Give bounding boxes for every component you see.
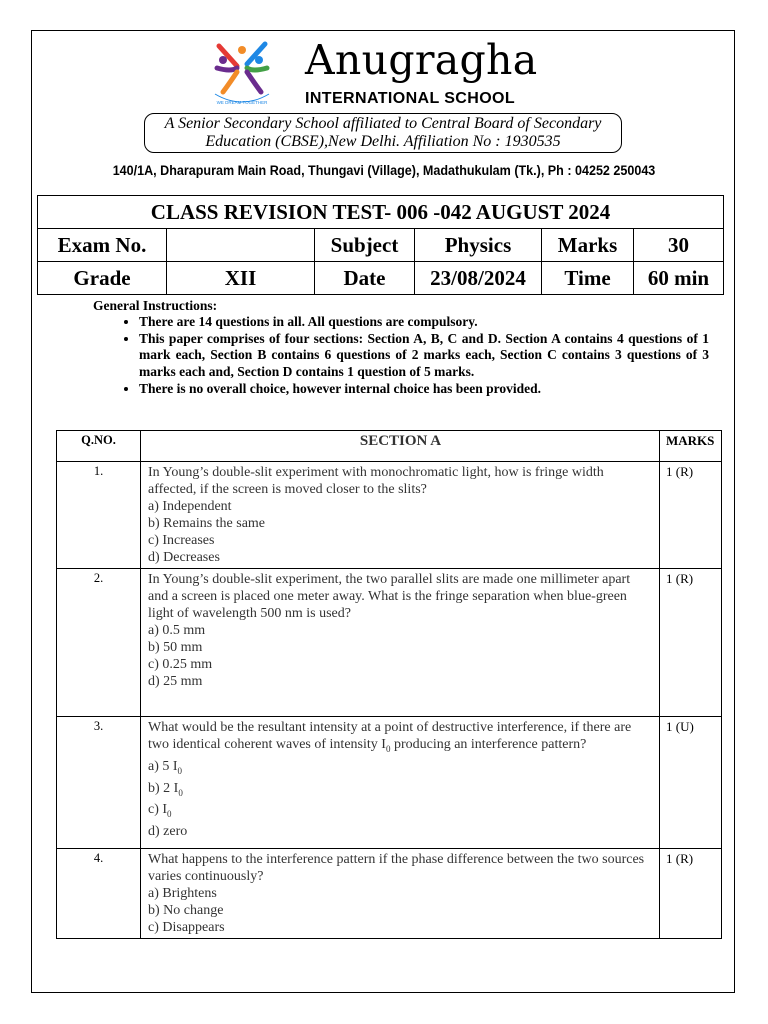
question-cell xyxy=(141,462,660,569)
instruction-item: • There is no overall choice, however internal choice has been provided. xyxy=(139,381,709,398)
question-marks: 1 (R) xyxy=(660,569,722,717)
question-number: 1. xyxy=(57,462,141,569)
school-address: 140/1A, Dharapuram Main Road, Thungavi (Village), Madathukulam (Tk.), Ph : 04252 250043 xyxy=(112,163,656,178)
option: d) zero xyxy=(148,824,188,840)
option: a) Brightens xyxy=(148,886,217,901)
question-text: In Young’s double-slit experiment with monochromatic light, how is fringe width affected, if the screen is moved closer to the slits? xyxy=(148,465,604,497)
instruction-item: • This paper comprises of four sections: Section A, B, C and D. Section A contains 4 questions of 1 mark each, Section B contains 6 questions of 2 marks each, Section C contains 3 questions of 3 marks each and, Section D contains 1 question of 5 marks. xyxy=(139,331,709,381)
date-label: Date xyxy=(315,262,415,295)
question-cell xyxy=(141,569,660,717)
marks-value: 30 xyxy=(634,229,724,262)
option: a) 5 $I_0$ xyxy=(148,758,183,776)
option: b) 2 $I_0$ xyxy=(148,780,183,798)
instruction-item: • There are 14 questions in all. All questions are compulsory. xyxy=(139,314,709,331)
marks-label: Marks xyxy=(542,229,634,262)
school-subtitle: INTERNATIONAL SCHOOL xyxy=(305,90,516,107)
question-cell xyxy=(141,849,660,939)
instructions-list xyxy=(105,314,709,398)
date-value: 23/08/2024 xyxy=(415,262,542,295)
question-number: 2. xyxy=(57,569,141,717)
question-marks: 1 (R) xyxy=(660,462,722,569)
time-value: 60 min xyxy=(634,262,724,295)
affiliation-box xyxy=(144,113,622,153)
option: b) Remains the same xyxy=(148,516,266,531)
logo-tagline: WE DREAM TOGETHER xyxy=(216,100,268,105)
option: c) Disappears xyxy=(148,920,225,935)
exam-header-table xyxy=(37,195,724,295)
question-text: What would be the resultant intensity at a point of destructive interference, if there are two identical coherent waves of intensity $I_0$ producing an interference pattern? xyxy=(148,720,632,754)
marks-header: MARKS xyxy=(660,431,722,462)
option: c) Increases xyxy=(148,533,215,548)
section-a-table xyxy=(56,430,722,939)
question-number: 3. xyxy=(57,717,141,849)
question-number: 4. xyxy=(57,849,141,939)
affiliation-text: A Senior Secondary School affiliated to Central Board of Secondary Education (CBSE),New Delhi. Affiliation No : 1930535 xyxy=(164,115,602,150)
exam-no-value xyxy=(167,229,315,262)
grade-label: Grade xyxy=(38,262,167,295)
school-logo xyxy=(207,38,277,108)
school-name: Anugragha xyxy=(305,36,538,84)
question-cell xyxy=(141,717,660,849)
question-marks: 1 (U) xyxy=(660,717,722,849)
option: c) 0.25 mm xyxy=(148,657,213,672)
question-text: In Young’s double-slit experiment, the two parallel slits are made one millimeter apart and a screen is placed one meter away. What is the fringe separation when blue-green light of wavelength 500 nm is used? xyxy=(148,572,631,621)
time-label: Time xyxy=(542,262,634,295)
subject-label: Subject xyxy=(315,229,415,262)
option: c) $I_0$ xyxy=(148,802,172,820)
question-marks: 1 (R) xyxy=(660,849,722,939)
exam-title: CLASS REVISION TEST- 006 -042 AUGUST 2024 xyxy=(38,196,724,229)
instructions-heading: General Instructions: xyxy=(93,298,218,313)
qno-header: Q.NO. xyxy=(57,431,141,462)
subject-value: Physics xyxy=(415,229,542,262)
grade-value: XII xyxy=(167,262,315,295)
option: d) Decreases xyxy=(148,550,220,565)
option: b) 50 mm xyxy=(148,640,203,655)
option: d) 25 mm xyxy=(148,674,203,689)
section-title: SECTION A xyxy=(141,431,660,462)
option: b) No change xyxy=(148,903,224,918)
exam-no-label: Exam No. xyxy=(38,229,167,262)
option: a) 0.5 mm xyxy=(148,623,206,638)
option: a) Independent xyxy=(148,499,232,514)
question-text: What happens to the interference pattern if the phase difference between the two sources varies continuously? xyxy=(148,852,645,884)
